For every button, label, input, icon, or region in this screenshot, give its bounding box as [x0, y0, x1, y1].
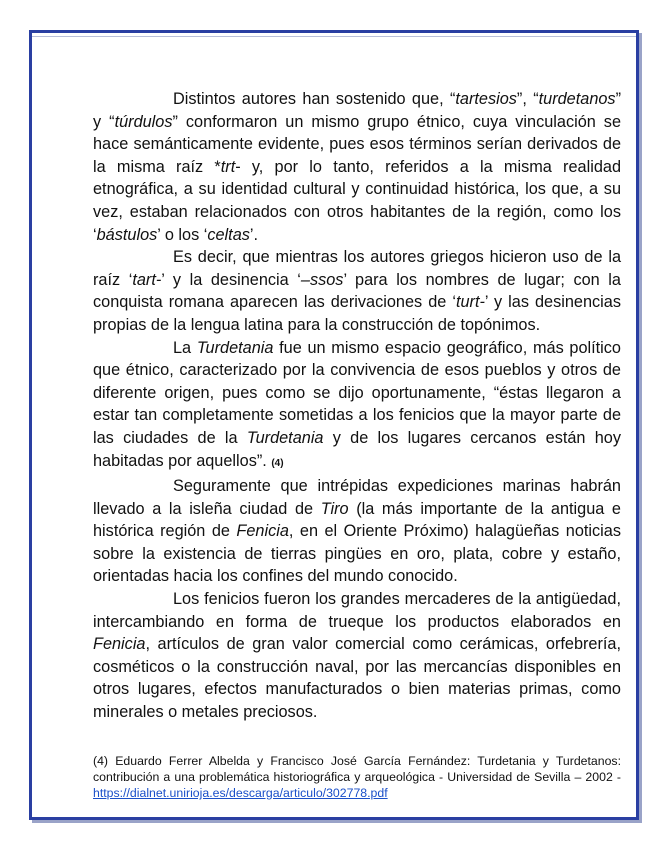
text-run: Seguramente que intrépidas expediciones marinas habrán llevado a la isleña ciudad de — [93, 477, 621, 518]
italic-term: túrdulos — [114, 112, 173, 131]
text-run: Distintos autores han sostenido que, “ — [173, 90, 456, 108]
text-run: - y, por lo tanto, referidos a la misma realidad etnográfica, a su identidad cultural y continuidad histórica, los que, a su vez, estaban relacionados con otros habitantes de la región, como los ‘ — [93, 157, 621, 244]
italic-term: –ssos — [300, 270, 344, 289]
footnote-text: (4) Eduardo Ferrer Albelda y Francisco José García Fernández: Turdetania y Turdetanos: contribución a una problemática historiográfica y arqueológica - Universidad de Sevilla – 2002 - — [93, 754, 621, 784]
italic-term: tartesios — [455, 90, 517, 108]
paragraph-3 — [93, 337, 621, 476]
text-run: La — [173, 338, 197, 357]
italic-term: trt — [220, 157, 236, 176]
italic-term: Tiro — [320, 499, 349, 518]
text-run: , en el Oriente Próximo) halagüeñas noticias sobre la existencia de tierras pingües en oro, plata, cobre y estaño, orientadas hacia los confines del mundo conocido. — [93, 522, 621, 586]
text-run: (la más importante de la antigua e histórica región de — [93, 499, 621, 541]
text-run: ’ o los ‘ — [157, 225, 208, 244]
text-run: ” y “ — [93, 90, 621, 131]
paragraph-4 — [93, 475, 621, 588]
footnote-reference: (4) — [271, 457, 284, 469]
text-run: ”, “ — [516, 90, 539, 108]
footnote — [93, 753, 621, 801]
text-run: ” conformaron un mismo grupo étnico, cuya vinculación se hace semánticamente evidente, pues esos términos serían derivados de la misma raíz * — [93, 112, 621, 176]
italic-term: Fenicia — [236, 522, 289, 541]
text-run: Es decir, que mientras los autores griegos hicieron uso de la raíz ‘ — [93, 248, 621, 289]
text-run: Los fenicios fueron los grandes mercaderes de la antigüedad, intercambiando en forma de trueque los productos elaborados en — [93, 590, 621, 631]
text-run: ’ y las desinencias propias de la lengua latina para la construcción de topónimos. — [93, 293, 621, 334]
italic-term: Turdetania — [246, 428, 324, 447]
italic-term: Fenicia — [93, 635, 146, 654]
text-run: , artículos de gran valor comercial como cerámicas, orfebrería, cosméticos o la construcción naval, por las mercancías disponibles en otros lugares, efectos manufacturados o bien materias primas, como minerales o metales preciosos. — [93, 635, 621, 722]
document-body — [93, 88, 621, 724]
paragraph-1 — [93, 88, 621, 246]
paragraph-2 — [93, 246, 621, 336]
footnote-link[interactable]: https://dialnet.unirioja.es/descarga/articulo/302778.pdf — [93, 786, 388, 800]
text-run: ’ para los nombres de lugar; con la conquista romana aparecen las derivaciones de ‘ — [93, 270, 621, 312]
italic-term: Turdetania — [196, 338, 274, 357]
italic-term: celtas — [207, 225, 250, 244]
text-run: ’ y la desinencia ‘ — [161, 270, 301, 289]
italic-term: turt- — [455, 293, 485, 312]
italic-term: bástulos — [96, 225, 158, 244]
text-run: ’. — [249, 225, 259, 244]
text-run: y de los lugares cercanos están hoy habitadas por aquellos”. — [93, 428, 621, 470]
text-run: fue un mismo espacio geográfico, más político que étnico, caracterizado por la convivencia de esos pueblos y otros de diferente origen, pues como se dijo oportunamente, “éstas llegaron a estar tan completamente sometidas a los fenicios que la mayor parte de las ciudades de la — [93, 338, 621, 447]
paragraph-5 — [93, 588, 621, 724]
italic-term: tart- — [132, 270, 162, 289]
italic-term: turdetanos — [538, 90, 616, 108]
